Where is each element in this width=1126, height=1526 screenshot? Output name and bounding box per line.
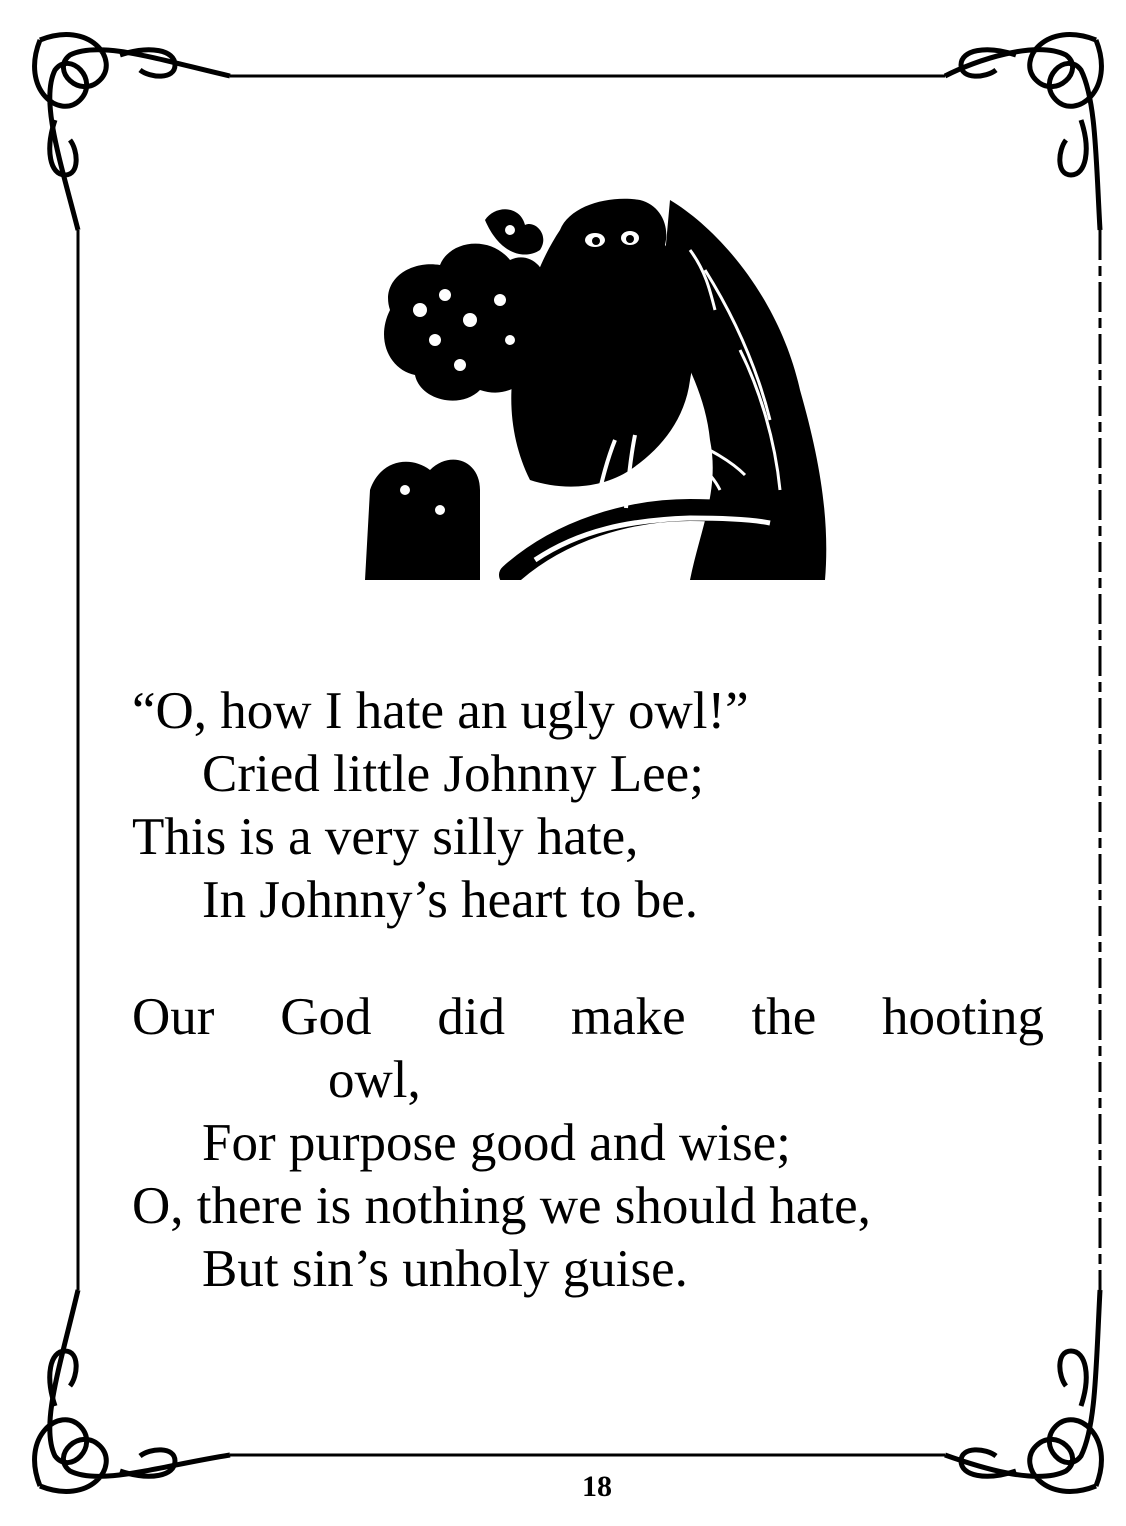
poem-line: But sin’s unholy guise. bbox=[202, 1240, 688, 1298]
poem-line: For purpose good and wise; bbox=[202, 1114, 791, 1172]
stanza-gap bbox=[132, 932, 1052, 986]
corner-flourish-top-left bbox=[35, 35, 230, 230]
poem-line: In Johnny’s heart to be. bbox=[202, 871, 699, 929]
poem-line: “O, how I hate an ugly owl!” bbox=[132, 682, 749, 740]
poem-line: Cried little Johnny Lee; bbox=[202, 745, 704, 803]
poem-line: Our God did make the hooting bbox=[132, 988, 1044, 1046]
stanza-1 bbox=[132, 680, 1052, 932]
poem bbox=[132, 680, 1052, 1301]
stanza-2 bbox=[132, 986, 1052, 1301]
poem-line: O, there is nothing we should hate, bbox=[132, 1177, 871, 1235]
corner-flourish-bottom-left bbox=[35, 1290, 230, 1491]
corner-flourish-top-right bbox=[945, 35, 1101, 230]
owl-woodcut-icon bbox=[360, 190, 830, 580]
corner-flourish-bottom-right bbox=[945, 1290, 1101, 1491]
poem-line: This is a very silly hate, bbox=[132, 808, 639, 866]
page-number: 18 bbox=[582, 1470, 612, 1503]
poem-line: owl, bbox=[328, 1051, 421, 1109]
